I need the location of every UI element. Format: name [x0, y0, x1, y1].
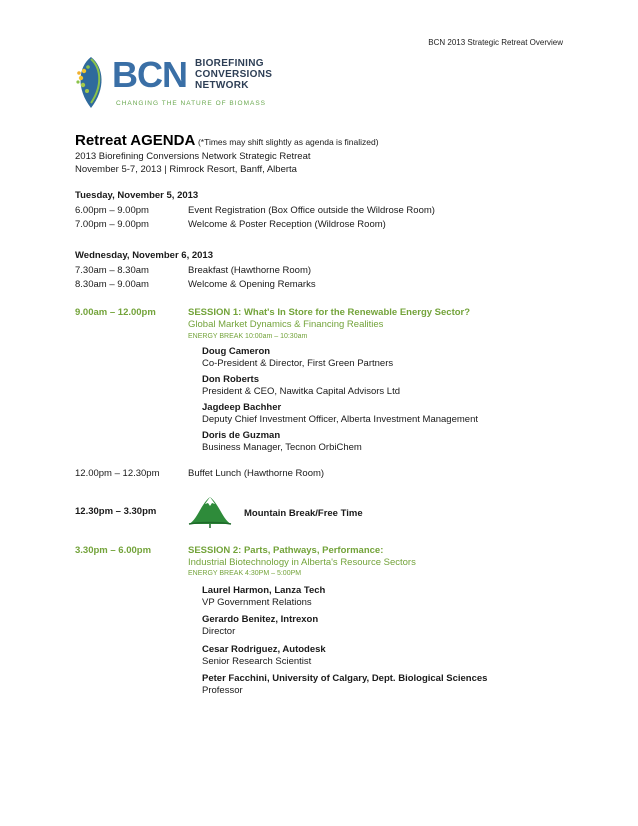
page-header: BCN 2013 Strategic Retreat Overview — [428, 38, 563, 47]
speaker-role: Deputy Chief Investment Officer, Alberta Investment Management — [202, 414, 478, 425]
day2-heading: Wednesday, November 6, 2013 — [75, 250, 213, 261]
speaker-role: VP Government Relations — [202, 597, 312, 608]
session1-title: SESSION 1: What's In Store for the Renewable Energy Sector? — [188, 307, 471, 318]
session2-title: SESSION 2: Parts, Pathways, Performance: — [188, 545, 384, 556]
day1-row-event: Event Registration (Box Office outside the Wildrose Room) — [188, 205, 435, 216]
day1-row-time: 6.00pm – 9.00pm — [75, 205, 149, 216]
title-note: (*Times may shift slightly as agenda is finalized) — [197, 137, 379, 147]
session2-time: 3.30pm – 6.00pm — [75, 545, 152, 556]
session1-time: 9.00am – 12.00pm — [75, 307, 156, 318]
speaker-name: Gerardo Benitez, Intrexon — [202, 614, 319, 625]
speaker-name: Jagdeep Bachher — [202, 402, 282, 413]
day1-row-event: Welcome & Poster Reception (Wildrose Room) — [188, 219, 386, 230]
speaker-role: Co-President & Director, First Green Partners — [202, 358, 394, 369]
day1-heading: Tuesday, November 5, 2013 — [75, 190, 199, 201]
subtitle-1: 2013 Biorefining Conversions Network Strategic Retreat — [75, 151, 311, 162]
speaker-name: Don Roberts — [202, 374, 259, 385]
page-title: Retreat AGENDA (*Times may shift slightly as agenda is finalized) — [75, 132, 379, 149]
mountain-icon — [187, 494, 233, 528]
speaker-name: Doris de Guzman — [202, 430, 281, 441]
bcn-logo — [74, 55, 274, 110]
day2-row-event: Welcome & Opening Remarks — [188, 279, 316, 290]
session1-subtitle: Global Market Dynamics & Financing Realities — [188, 319, 384, 330]
speaker-name: Peter Facchini, University of Calgary, Dept. Biological Sciences — [202, 673, 488, 684]
lunch-time: 12.00pm – 12.30pm — [75, 468, 160, 479]
speaker-name: Doug Cameron — [202, 346, 271, 357]
leaf-logo-icon — [74, 55, 108, 110]
speaker-role: Business Manager, Tecnon OrbiChem — [202, 442, 362, 453]
day2-row-time: 7.30am – 8.30am — [75, 265, 149, 276]
speaker-role: President & CEO, Nawitka Capital Advisors Ltd — [202, 386, 401, 397]
day1-row-time: 7.00pm – 9.00pm — [75, 219, 149, 230]
day2-row-event: Breakfast (Hawthorne Room) — [188, 265, 312, 276]
speaker-role: Senior Research Scientist — [202, 656, 312, 667]
speaker-name: Laurel Harmon, Lanza Tech — [202, 585, 326, 596]
mountain-event: Mountain Break/Free Time — [244, 508, 363, 519]
subtitle-2: November 5-7, 2013 | Rimrock Resort, Banff, Alberta — [75, 164, 297, 175]
logo-name: BIOREFINING CONVERSIONS NETWORK — [195, 58, 273, 91]
lunch-event: Buffet Lunch (Hawthorne Room) — [188, 468, 325, 479]
session2-break: ENERGY BREAK 4:30PM – 5:00PM — [188, 570, 302, 577]
day2-row-time: 8.30am – 9.00am — [75, 279, 149, 290]
speaker-role: Professor — [202, 685, 243, 696]
logo-tagline: CHANGING THE NATURE OF BIOMASS — [116, 100, 267, 107]
logo-abbr: BCN — [112, 54, 187, 95]
session2-subtitle: Industrial Biotechnology in Alberta's Resource Sectors — [188, 557, 416, 568]
speaker-role: Director — [202, 626, 236, 637]
mountain-time: 12.30pm – 3.30pm — [75, 506, 157, 517]
speaker-name: Cesar Rodriguez, Autodesk — [202, 644, 326, 655]
session1-break: ENERGY BREAK 10:00am – 10:30am — [188, 333, 308, 340]
